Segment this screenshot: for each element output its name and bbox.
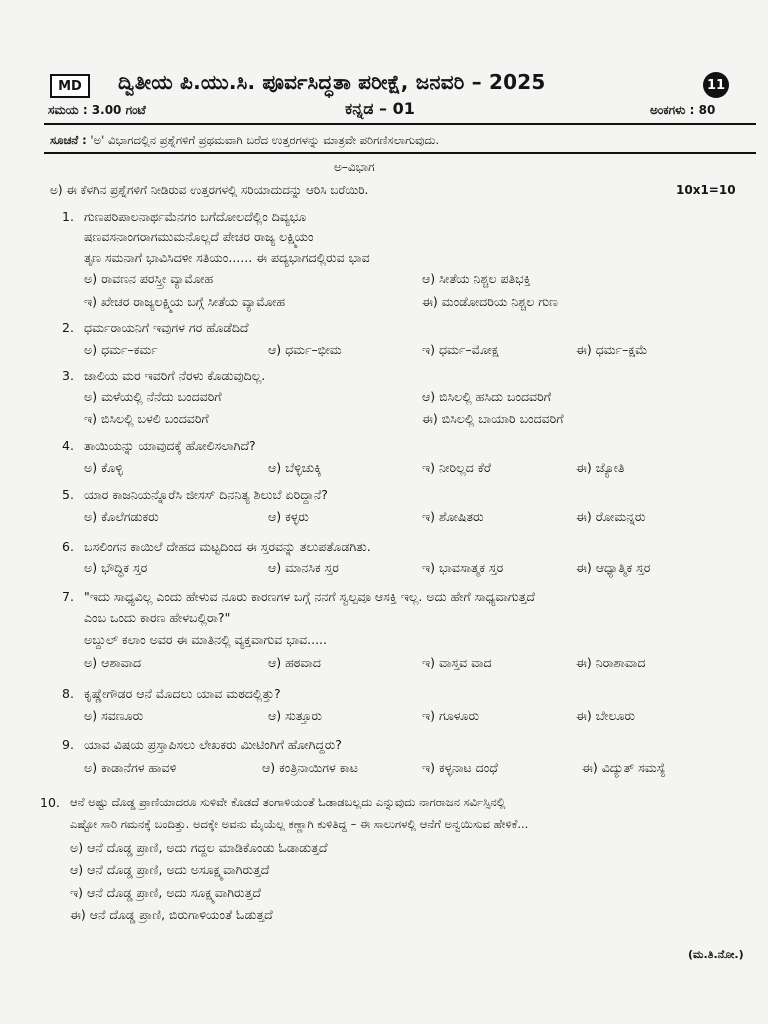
- option-c: ಇ) ನೀರಿಲ್ಲದ ಕೆರೆ: [422, 460, 491, 475]
- section-marks: 10x1=10: [676, 183, 736, 197]
- question-number: 2.: [62, 320, 74, 335]
- option-c: ಇ) ಶೋಷಿತರು: [422, 509, 484, 524]
- option-b: ಆ) ಆನೆ ದೊಡ್ಡ ಪ್ರಾಣಿ, ಅದು ಅಸೂಕ್ಷ್ಮವಾಗಿರುತ್ತದೆ: [70, 862, 270, 877]
- question-number: 7.: [62, 589, 74, 604]
- question-text: ಧರ್ಮರಾಯನಿಗೆ ಇವುಗಳ ಗರ ಹೊಡೆದಿದೆ: [84, 320, 249, 335]
- option-b: ಆ) ಹಠವಾದ: [268, 655, 321, 670]
- question-number: 5.: [62, 487, 74, 502]
- option-d: ಈ) ಧರ್ಮ–ಕ್ಷಮೆ: [576, 342, 648, 357]
- option-b: ಆ) ಬೆಳ್ಳಿಚುಕ್ಕಿ: [268, 460, 322, 475]
- option-a: ಅ) ಮಳೆಯಲ್ಲಿ ನೆನೆದು ಬಂದವರಿಗೆ: [84, 389, 222, 404]
- question-text: ಗುಣಪರಿಪಾಲನಾರ್ಥಮೆನಗಂ ಬಗೆದೋಲದೆಲ್ಲಿಂ ದಿವ್ಯಭೂ: [84, 209, 307, 224]
- question-text: ಆನೆ ಅಷ್ಟು ದೊಡ್ಡ ಪ್ರಾಣಿಯಾದರೂ ಸುಳಿವೇ ಕೊಡದೆ ತಂಗಾಳಿಯಂತೆ ಓಡಾಡಬಲ್ಲದು ಎನ್ನುವುದು ನಾಗರಾಜನ ಸರ್ವಿಸ್ಸಿನಲ್ಲಿ: [70, 795, 506, 809]
- option-c: ಇ) ಕಳ್ಳನಾಟ ದಂಧೆ: [422, 760, 498, 775]
- question-number: 9.: [62, 737, 74, 752]
- option-a: ಅ) ರಾವಣನ ಪರಸ್ತ್ರೀ ವ್ಯಾಮೋಹ: [84, 271, 214, 286]
- option-b: ಆ) ಸುತ್ತೂರು: [268, 708, 322, 723]
- option-c: ಇ) ಭಾವಸಾತ್ಮಕ ಸ್ತರ: [422, 560, 504, 575]
- question-text: "ಇದು ಸಾಧ್ಯವಿಲ್ಲ ಎಂದು ಹೇಳುವ ನೂರು ಕಾರಣಗಳ ಬಗ್ಗೆ ನನಗೆ ಸ್ವಲ್ಪವೂ ಆಸಕ್ತಿ ಇಲ್ಲ. ಅದು ಹೇಗೆ ಸಾಧ್ಯವಾಗುತ್ತದೆ: [84, 589, 535, 604]
- question-text: ಅಬ್ದುಲ್ ಕಲಾಂ ಅವರ ಈ ಮಾತಿನಲ್ಲಿ ವ್ಯಕ್ತವಾಗುವ ಭಾವ.....: [84, 632, 328, 647]
- page-turn-note: (ಮ.ತಿ.ನೋ.): [688, 948, 744, 961]
- question-text: ತೃಣ ಸಮನಾಗೆ ಭಾವಿಸಿದಳೀ ಸತಿಯಂ...... ಈ ಪದ್ಯಭಾಗದಲ್ಲಿರುವ ಭಾವ: [84, 250, 370, 265]
- question-text: ಬಸಲಿಂಗನ ಕಾಯಿಲೆ ದೇಹದ ಮಟ್ಟದಿಂದ ಈ ಸ್ತರವನ್ನು ತಲುಪತೊಡಗಿತು.: [84, 539, 371, 554]
- exam-duration: ಸಮಯ : 3.00 ಗಂಟೆ: [48, 103, 146, 117]
- question-number: 4.: [62, 438, 74, 453]
- option-a: ಅ) ಕೊಲೆಗಡುಕರು: [84, 509, 159, 524]
- option-c: ಇ) ವಾಸ್ತವ ವಾದ: [422, 655, 492, 670]
- option-a: ಅ) ಸವಣೂರು: [84, 708, 144, 723]
- question-text: ಕೃಷ್ಣೇಗೌಡರ ಆನೆ ಮೊದಲು ಯಾವ ಮಠದಲ್ಲಿತ್ತು?: [84, 686, 281, 701]
- option-b: ಆ) ಧರ್ಮ–ಭೀಮ: [268, 342, 342, 357]
- paper-code-box: MD: [50, 74, 90, 98]
- option-d: ಈ) ಬಿಸಿಲಲ್ಲಿ ಬಾಯಾರಿ ಬಂದವರಿಗೆ: [422, 411, 564, 426]
- option-d: ಈ) ಆನೆ ದೊಡ್ಡ ಪ್ರಾಣಿ, ಬಿರುಗಾಳಿಯಂತೆ ಓಡುತ್ತದೆ: [70, 907, 273, 922]
- option-c: ಇ) ಖೇಚರ ರಾಜ್ಯಲಕ್ಷ್ಮಿಯ ಬಗ್ಗೆ ಸೀತೆಯ ವ್ಯಾಮೋಹ: [84, 294, 285, 309]
- option-c: ಇ) ಗೂಳೂರು: [422, 708, 480, 723]
- option-d: ಈ) ನಿರಾಶಾವಾದ: [576, 655, 646, 670]
- option-d: ಈ) ಆಧ್ಯಾತ್ಮಿಕ ಸ್ತರ: [576, 560, 651, 575]
- option-a: ಅ) ಕಾಡಾನೆಗಳ ಹಾವಳಿ: [84, 760, 177, 775]
- header-rule-bottom: [44, 152, 756, 154]
- question-number: 10.: [40, 795, 60, 810]
- question-text: ಜಾಲಿಯ ಮರ ಇವರಿಗೆ ನೆರಳು ಕೊಡುವುದಿಲ್ಲ.: [84, 368, 266, 383]
- question-text: ಎಂಬ ಒಂದು ಕಾರಣ ಹೇಳಬಲ್ಲಿರಾ?": [84, 610, 231, 625]
- max-marks: ಅಂಕಗಳು : 80: [650, 103, 716, 117]
- note-text: 'ಅ' ವಿಭಾಗದಲ್ಲಿನ ಪ್ರಶ್ನೆಗಳಿಗೆ ಪ್ರಥಮವಾಗಿ ಬರೆದ ಉತ್ತರಗಳನ್ನು ಮಾತ್ರವೇ ಪರಿಗಣಿಸಲಾಗುವುದು.: [86, 133, 440, 147]
- option-d: ಈ) ಮಂಡೋದರಿಯ ನಿಶ್ಚಲ ಗುಣ: [422, 294, 558, 309]
- question-number: 3.: [62, 368, 74, 383]
- option-b: ಆ) ಕಳ್ಳರು: [268, 509, 309, 524]
- section-instruction: ಅ) ಈ ಕೆಳಗಿನ ಪ್ರಶ್ನೆಗಳಿಗೆ ನೀಡಿರುವ ಉತ್ತರಗಳಲ್ಲಿ ಸರಿಯಾದುದನ್ನು ಆರಿಸಿ ಬರೆಯಿರಿ.: [50, 183, 369, 197]
- question-text: ಷಣವಸನಾಂಗರಾಗಮುಮನೊಲ್ಲದೆ ಪೇಚರ ರಾಜ್ಯ ಲಕ್ಷ್ಮಿಯಂ: [84, 229, 314, 244]
- option-a: ಅ) ಧರ್ಮ–ಕರ್ಮ: [84, 342, 158, 357]
- option-b: ಆ) ಬಿಸಿಲಲ್ಲಿ ಹಸಿದು ಬಂದವರಿಗೆ: [422, 389, 551, 404]
- option-d: ಈ) ಜ್ಯೋತಿ: [576, 460, 625, 475]
- option-b: ಆ) ಸೀತೆಯ ನಿಶ್ಚಲ ಪತಿಭಕ್ತಿ: [422, 271, 531, 286]
- question-number: 1.: [62, 209, 74, 224]
- paper-number-badge: 11: [703, 72, 729, 98]
- instruction-note: [50, 133, 439, 148]
- option-b: ಆ) ಕಂತ್ರಿನಾಯಿಗಳ ಕಾಟ: [262, 760, 358, 775]
- option-c: ಇ) ಆನೆ ದೊಡ್ಡ ಪ್ರಾಣಿ, ಅದು ಸೂಕ್ಷ್ಮವಾಗಿರುತ್ತದೆ: [70, 885, 261, 900]
- section-title: ಅ–ವಿಭಾಗ: [334, 160, 375, 174]
- option-a: ಅ) ಕೊಳ್ಳಿ: [84, 460, 123, 475]
- option-c: ಇ) ಧರ್ಮ–ಮೋಕ್ಷ: [422, 342, 499, 357]
- option-a: ಅ) ಆಶಾವಾದ: [84, 655, 142, 670]
- option-a: ಅ) ಭೌದ್ಧಿಕ ಸ್ತರ: [84, 560, 148, 575]
- question-text: ಯಾವ ವಿಷಯ ಪ್ರಸ್ತಾಪಿಸಲು ಲೇಖಕರು ಮೀಟಿಂಗಿಗೆ ಹೋಗಿದ್ದರು?: [84, 737, 342, 752]
- question-text: ಎಷ್ಟೋ ಸಾರಿ ಗಮನಕ್ಕೆ ಬಂದಿತ್ತು. ಅದಕ್ಕೇ ಅವನು ಮೈಯೆಲ್ಲ ಕಣ್ಣಾಗಿ ಕುಳಿತಿದ್ದ – ಈ ಸಾಲುಗಳಲ್ಲಿ ಆನೆಗೆ ಅನ್ವಯಿಸುವ ಹೇಳಿಕೆ...: [70, 817, 529, 831]
- option-a: ಅ) ಆನೆ ದೊಡ್ಡ ಪ್ರಾಣಿ, ಅದು ಗದ್ದಲ ಮಾಡಿಕೊಂಡು ಓಡಾಡುತ್ತದೆ: [70, 840, 328, 855]
- exam-title: ದ್ವಿತೀಯ ಪಿ.ಯು.ಸಿ. ಪೂರ್ವಸಿದ್ಧತಾ ಪರೀಕ್ಷೆ, ಜನವರಿ – 2025: [118, 70, 546, 94]
- option-c: ಇ) ಬಿಸಿಲಲ್ಲಿ ಬಳಲಿ ಬಂದವರಿಗೆ: [84, 411, 209, 426]
- option-d: ಈ) ರೋಮನ್ನರು: [576, 509, 646, 524]
- note-label: ಸೂಚನೆ :: [50, 133, 87, 147]
- option-d: ಈ) ಬೇಲೂರು: [576, 708, 636, 723]
- question-number: 8.: [62, 686, 74, 701]
- question-number: 6.: [62, 539, 74, 554]
- header-rule-top: [44, 123, 756, 125]
- option-b: ಆ) ಮಾನಸಿಕ ಸ್ತರ: [268, 560, 339, 575]
- subject-title: ಕನ್ನಡ – 01: [345, 99, 415, 118]
- question-text: ತಾಯಿಯನ್ನು ಯಾವುದಕ್ಕೆ ಹೋಲಿಸಲಾಗಿದೆ?: [84, 438, 256, 453]
- option-d: ಈ) ವಿದ್ಯುತ್ ಸಮಸ್ಯೆ: [582, 760, 666, 775]
- question-text: ಯಾರ ಕಾಜನಿಯನ್ನೊರೆಸಿ ಜೀಸಸ್ ದಿನನಿತ್ಯ ಶಿಲುಬೆ ಏರಿದ್ದಾನೆ?: [84, 487, 328, 502]
